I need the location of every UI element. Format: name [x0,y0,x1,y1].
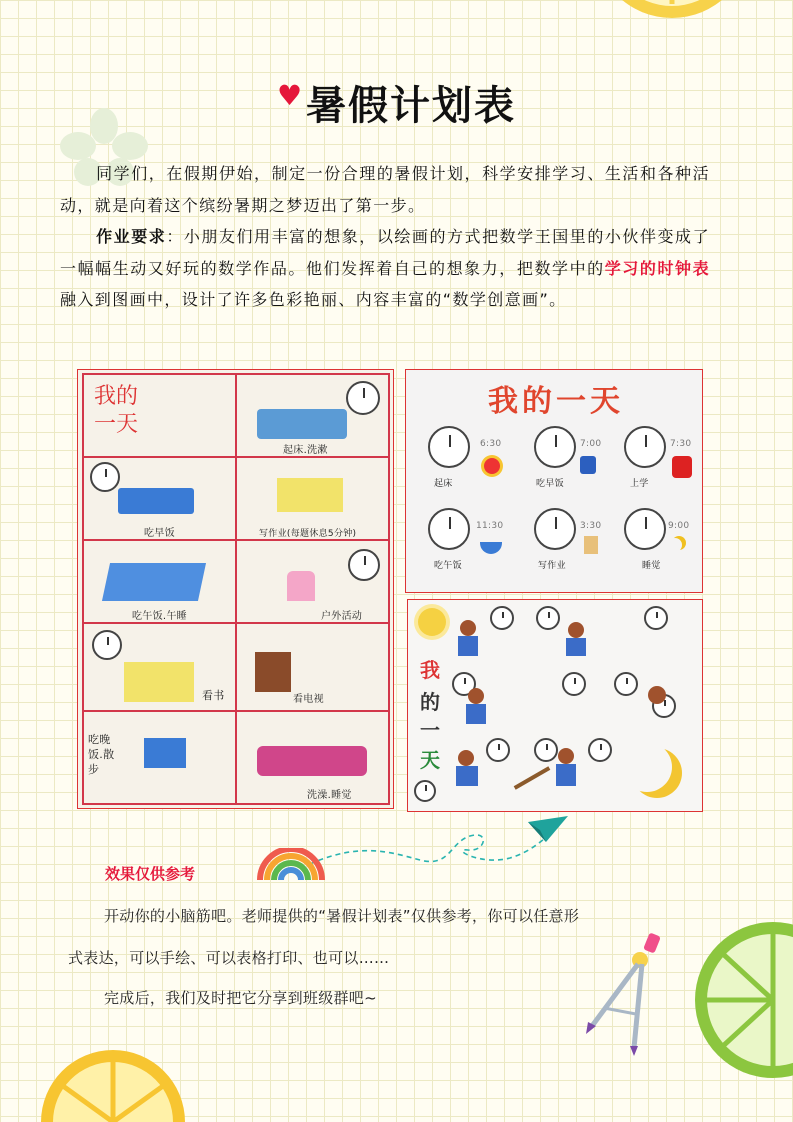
grid-cell [235,710,390,805]
drawing-photo-grid [77,369,394,809]
requirement-label: 作业要求 [96,227,167,246]
drawing-caption: 写作业(每题休息5分钟) [259,529,357,539]
clock-activity-label: 吃午饭 [434,561,462,571]
clock-time-label: 7:30 [670,439,692,449]
grid-cell [235,456,390,541]
drawing-heading-char: 一 [420,718,440,742]
drawing-heading-char: 天 [420,748,440,772]
reference-label: 效果仅供参考 [105,865,196,883]
grid-cell [82,373,237,458]
lime-slice-icon [693,920,793,1080]
lemon-slice-bottom-icon [38,1040,188,1122]
grid-cell [82,539,237,624]
clock-activity-label: 上学 [630,479,649,489]
drawing-heading: 我的一天 [94,384,139,437]
drawing-caption: 吃早饭 [144,528,175,539]
drawing-photo-boy [407,599,703,812]
grid-cell [235,373,390,458]
grid-cell [82,710,237,805]
requirement-text-end: 融入到图画中，设计了许多色彩艳丽、内容丰富的“数学创意画”。 [60,290,567,309]
clock-time-label: 11:30 [476,521,504,531]
drawing-caption: 吃午饭.午睡 [132,611,187,622]
page-title [0,74,793,131]
requirement-paragraph [60,221,710,316]
lemon-slice-top-icon [592,0,752,70]
intro-paragraph [60,158,710,221]
rainbow-icon [256,848,326,882]
clock-activity-label: 起床 [434,479,453,489]
drawing-caption: 看电视 [293,694,324,705]
grid-cell [82,622,237,712]
grid-cell [82,456,237,541]
drawing-caption: 洗澡.睡觉 [307,790,352,801]
grid-cell [235,622,390,712]
drawing-caption: 户外活动 [321,611,363,622]
clock-time-label: 6:30 [480,439,502,449]
intro-text: 同学们，在假期伊始，制定一份合理的暑假计划，科学安排学习、生活和各种活动，就是向着这个缤纷暑期之梦迈出了第一步。 [60,164,710,215]
paper-plane-icon [300,812,580,892]
compass-icon [578,930,668,1060]
note-line: 开动你的小脑筋吧。老师提供的“暑假计划表”仅供参考，你可以任意形 [104,907,580,925]
heart-icon: ♥ [276,79,305,112]
drawing-heading-char: 我 [420,658,440,682]
note-line: 式表达，可以手绘、可以表格打印、也可以…… [68,949,390,967]
drawing-photo-clocks [405,369,703,593]
clock-activity-label: 睡觉 [642,561,661,571]
clock-activity-label: 吃早饭 [536,479,564,489]
clock-time-label: 7:00 [580,439,602,449]
clock-activity-label: 写作业 [538,561,566,571]
title-text: 暑假计划表 [306,82,517,129]
note-line: 完成后，我们及时把它分享到班级群吧~ [104,989,377,1007]
requirement-text: ：小朋友们用丰富的想象，以绘画的方式把数学王国里的小伙伴变成了一幅幅生动又好玩的数学作品。他们发挥着自己的想象力，把数学中的 [60,227,710,278]
drawing-caption: 看书 [202,689,225,702]
drawing-caption: 起床.洗漱 [283,445,328,456]
clock-time-label: 3:30 [580,521,602,531]
clock-time-label: 9:00 [668,521,690,531]
grid-cell [235,539,390,624]
drawing-caption: 吃晚饭.散步 [88,733,115,776]
clock-highlight: 学习的时钟表 [604,258,710,278]
drawing-heading: 我的一天 [488,384,624,419]
drawing-heading-char: 的 [420,690,440,714]
